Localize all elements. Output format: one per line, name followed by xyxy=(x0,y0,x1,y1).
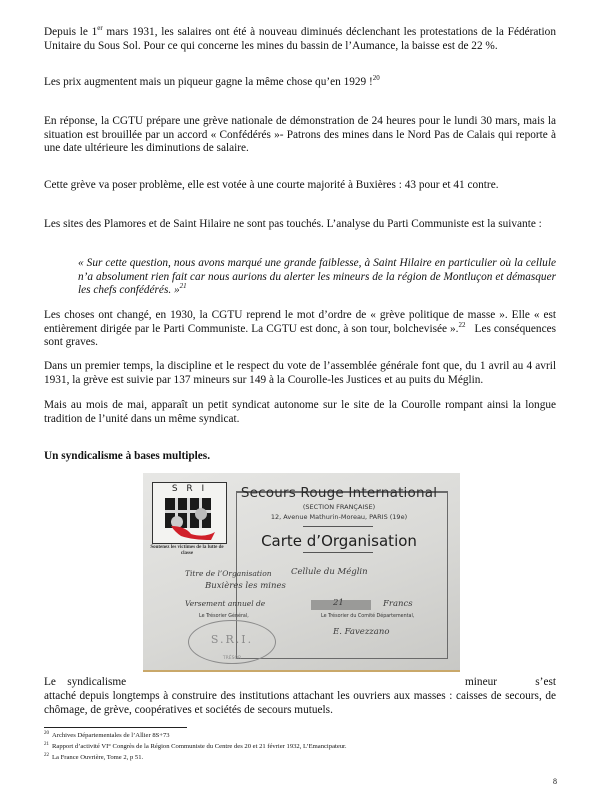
amount-value: 21 xyxy=(333,598,344,608)
organisation-location-value: Buxières les mines xyxy=(205,581,286,591)
logo-caption: Soutenez les victimes de la lutte de classe xyxy=(150,545,224,556)
prison-bars-fist-icon xyxy=(161,496,217,540)
footnote-number: 21 xyxy=(44,742,49,747)
footnote-number: 20 xyxy=(44,731,49,736)
quote-text: « Sur cette question, nous avons marqué une grande faiblesse, à Saint Hilaire en particulier où la cellule n’a absolument rien fait car nous aurions du alerter les mineurs de la région de Montluçon et démasquer les chefs confédérés. » xyxy=(78,257,556,297)
sri-stamp xyxy=(188,620,276,664)
text: mars 1931, les salaires ont été à nouveau diminués déclenchant les protestations de la Fédération Unitaire du Sous Sol. Pour ce qui concerne les mines du bassin de l’Aumance, la baisse est de 22 %. xyxy=(44,26,556,52)
text: Les prix augmentent mais un piqueur gagne la même chose qu’en 1929 ! xyxy=(44,76,373,88)
footnote-text: La France Ouvrière, Tome 2, p 51. xyxy=(52,754,144,761)
card-title: Secours Rouge International xyxy=(240,485,438,501)
membership-card-photo xyxy=(143,473,460,672)
footnote-text: Archives Départementales de l’Allier 8S+73 xyxy=(52,732,170,739)
footnote-number: 22 xyxy=(44,753,49,758)
paragraph-discipline: Dans un premier temps, la discipline et le respect du vote de l’assemblée générale font que, du 1 avril au 4 avril 1931, la grève est suivie par 137 mineurs sur 149 à la Courolle-les Justices et au puits du Méglin. xyxy=(44,360,556,386)
paragraph-plamores: Les sites des Plamores et de Saint Hilaire ne sont pas touchés. L’analyse du Parti Communiste est la suivante : xyxy=(44,218,542,230)
footnote-ref-22[interactable]: 22 xyxy=(458,320,466,329)
divider xyxy=(303,552,373,553)
organisation-title-value: Cellule du Méglin xyxy=(291,567,368,577)
paragraph-prix xyxy=(44,76,556,90)
footnote-ref-20[interactable]: 20 xyxy=(372,74,380,82)
text: Le syndicalisme xyxy=(44,676,127,688)
treasurer-general-label: Le Trésorier Général, xyxy=(199,614,249,619)
paragraph-vote-buxieres: Cette grève va poser problème, elle est votée à une courte majorité à Buxières : 43 pour et 41 contre. xyxy=(44,179,499,191)
photo-edge xyxy=(143,670,460,672)
stamp-text: S.R.I. xyxy=(210,633,254,646)
paragraph-syndicat-autonome: Mais au mois de mai, apparaît un petit syndicat autonome sur le site de la Courolle rompant ainsi la longue tradition de l’unité dans un même syndicat. xyxy=(44,399,556,425)
footnote-separator xyxy=(44,727,187,728)
section-heading: Un syndicalisme à bases multiples. xyxy=(44,450,211,462)
paragraph-greve-politique xyxy=(44,309,559,350)
footnote-20 xyxy=(44,732,170,740)
card-subtitle: (SECTION FRANÇAISE) xyxy=(302,503,376,511)
text: Les choses ont changé, en 1930, la CGTU reprend le mot d’ordre de « grève politique de masse ». Elle « est entièrement dirigée par le Parti Communiste. La CGTU est donc, à son tour, bolchevisée ». xyxy=(44,309,556,335)
footnote-ref-21[interactable]: 21 xyxy=(179,282,187,291)
superscript: er xyxy=(97,24,103,32)
organisation-title-label: Titre de l’Organisation xyxy=(185,569,272,578)
treasurer-dept-label: Le Trésorier du Comité Départemental, xyxy=(321,614,415,619)
text: Depuis le 1 xyxy=(44,26,98,38)
paragraph-institutions: attaché depuis longtemps à construire des institutions attachant les ouvriers aux masses : caisses de secours, de chômage, de grève, coopératives et sociétés de secours mutuels. xyxy=(44,690,556,716)
footnote-text: Rapport d’activité VI° Congrès de la Région Communiste du Centre des 20 et 21 février 1932, L’Emancipateur. xyxy=(52,743,347,750)
text: mineur xyxy=(465,676,497,688)
footnote-21 xyxy=(44,743,347,751)
text: s’est xyxy=(535,676,556,688)
page-number: 8 xyxy=(553,777,557,786)
logo-letters: S R I xyxy=(171,484,208,494)
quote-parti-communiste xyxy=(78,257,556,298)
stamp-bottom-text: TRÉSOR xyxy=(222,656,242,661)
text: Les conséquences sont graves. xyxy=(44,322,559,349)
divider xyxy=(303,526,373,527)
sri-logo xyxy=(152,482,227,544)
annual-payment-label: Versement annuel de xyxy=(185,599,266,608)
card-heading: Carte d’Organisation xyxy=(261,532,417,550)
currency-label: Francs xyxy=(383,599,413,609)
signature: E. Favezzano xyxy=(333,627,390,637)
paragraph-cgtu-greve: En réponse, la CGTU prépare une grève nationale de démonstration de 24 heures pour le lundi 30 mars, mais la situation est brouillée par un accord « Confédérés »- Patrons des mines dans le Nord Pas de Calais qui reporte à une date ultérieure les diminutions de salaire. xyxy=(44,115,556,155)
card-address: 12, Avenue Mathurin-Moreau, PARIS (19e) xyxy=(270,513,408,521)
footnote-22 xyxy=(44,754,143,762)
paragraph-salaires xyxy=(44,26,556,53)
